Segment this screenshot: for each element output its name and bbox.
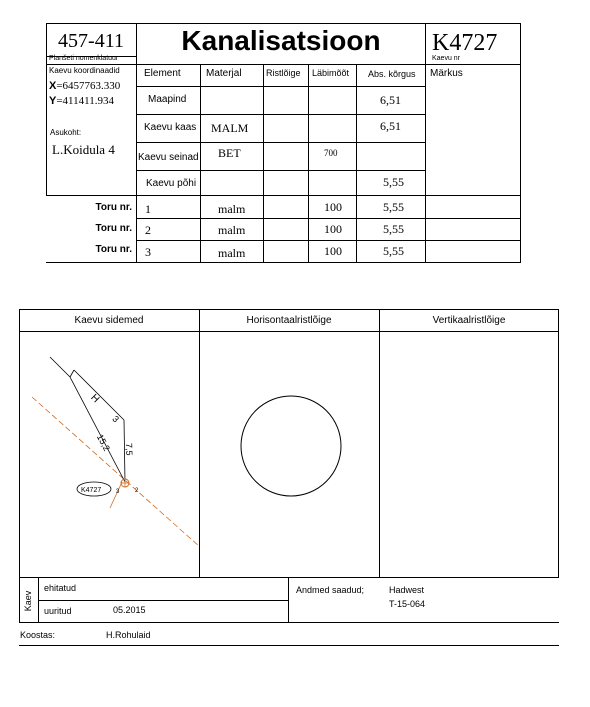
pipe-material: malm [218,202,246,216]
pipe-material: malm [218,223,246,237]
col-header-cross: Ristlõige [266,68,301,78]
pipe-height: 5,55 [383,200,404,214]
plan-number: 457-411 [58,30,124,52]
col-header-element: Element [144,68,181,79]
footer-surveyed-date: 05.2015 [113,605,146,615]
coord-x-value: =6457763.330 [56,80,121,92]
pipe-label: Toru nr. [95,202,132,213]
sketch-label-75: 7,5 [123,442,135,456]
row-diameter: 700 [324,148,338,158]
pipe-number: 3 [145,245,151,259]
pipe-label: Toru nr. [95,244,132,255]
row-element: Kaevu seinad [138,152,199,163]
row-element: Kaevu kaas [144,122,197,133]
horizontal-section-circle [200,332,379,577]
sketch-pipe-3: 3 [116,489,120,495]
row-height: 6,51 [380,93,401,107]
coord-x-label: X [49,80,57,92]
well-location-sketch [20,332,199,577]
panel-title-connections: Kaevu sidemed [74,315,144,326]
pipe-material: malm [218,246,246,260]
row-element: Maapind [148,94,187,105]
well-caption: Kaevu nr [432,55,461,62]
sketch-label-3: 3 [110,413,121,425]
sketch-label-h: H [88,392,102,406]
pipe-diameter: 100 [324,222,342,236]
plan-caption: Planšeti nomenklatuur [49,55,119,62]
footer-author-label: Koostas: [20,630,56,640]
col-header-note: Märkus [430,68,463,79]
footer-data-value1: Hadwest [389,585,425,595]
location-caption: Asukoht: [50,128,82,137]
page-title: Kanalisatsioon [181,25,381,56]
footer-built-label: ehitatud [44,583,77,593]
well-code: K4727 [432,30,498,56]
row-height: 6,51 [380,119,401,133]
row-material: BET [218,146,241,160]
pipe-height: 5,55 [383,244,404,258]
coord-y-value: =411411.934 [56,95,114,107]
sketch-label-152: 15,2 [94,432,112,453]
coord-y-label: Y [49,95,57,107]
col-header-height: Abs. kõrgus [368,69,416,79]
coord-y [49,95,114,107]
coords-caption: Kaevu koordinaadid [49,66,120,75]
panel-title-horizontal: Horisontaalristlõige [246,315,332,326]
coord-x [49,80,120,92]
sketch-well-tag: K4727 [81,487,102,494]
pipe-label: Toru nr. [95,223,132,234]
panel-title-vertical: Vertikaalristlõige [432,315,506,326]
pipe-diameter: 100 [324,200,342,214]
row-height: 5,55 [383,175,404,189]
footer-surveyed-label: uuritud [44,606,72,616]
location-value: L.Koidula 4 [52,142,115,157]
col-header-diameter: Läbimõõt [312,68,350,78]
pipe-height: 5,55 [383,222,404,236]
footer-data-label: Andmed saadud; [296,585,365,595]
pipe-number: 2 [145,223,151,237]
col-header-material: Materjal [206,68,242,79]
row-material: MALM [211,121,249,135]
footer-author-value: H.Rohulaid [106,630,151,640]
pipe-diameter: 100 [324,244,342,258]
footer-side-label: Kaev [23,590,33,612]
row-element: Kaevu põhi [146,178,197,189]
footer-data-value2: T-15-064 [389,599,426,609]
sketch-pipe-2: 2 [135,488,139,494]
pipe-number: 1 [145,202,151,216]
